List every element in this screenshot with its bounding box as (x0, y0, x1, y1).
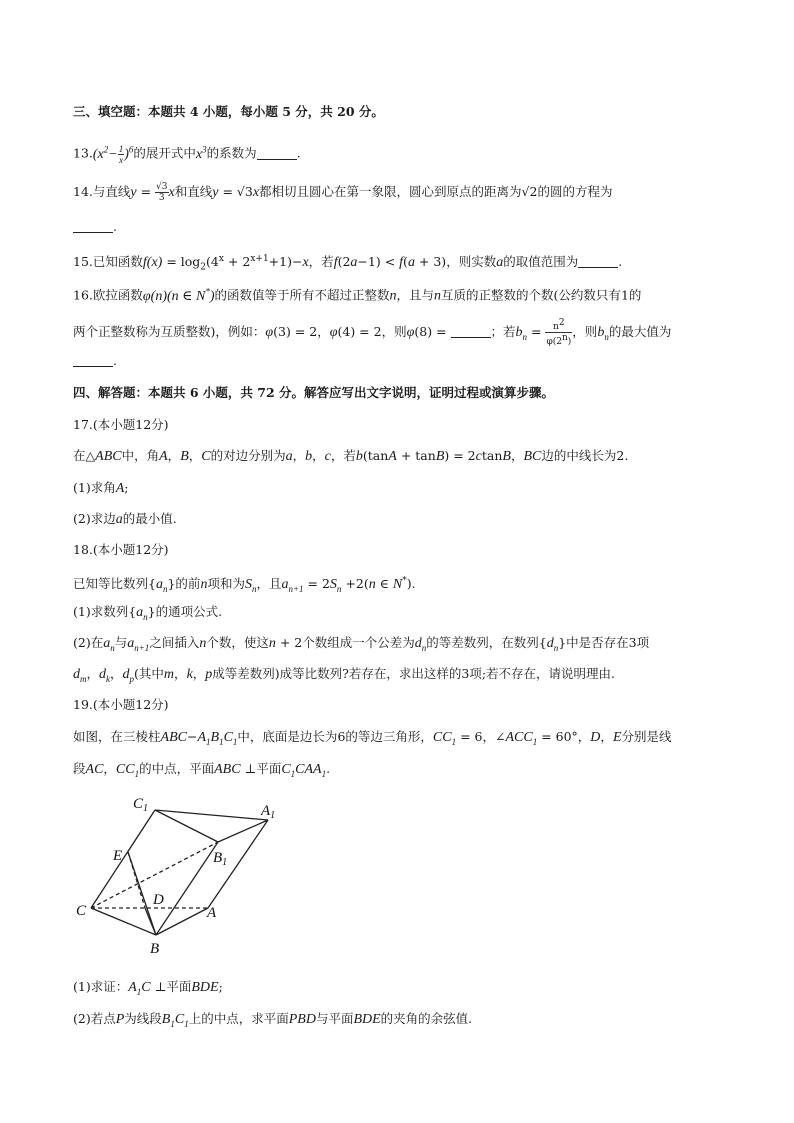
answer-blank (73, 220, 113, 233)
label-a1: $A_1$ (261, 803, 276, 821)
q19-part-1: (1)求证：$A_1C$ ⊥平面BDE; (73, 979, 223, 997)
q17-part-1: (1)求角A; (73, 480, 129, 496)
edge-b1-b (156, 842, 218, 935)
label-a: A (207, 905, 217, 921)
section-3-heading: 三、填空题：本题共 4 小题，每小题 5 分，共 20 分。 (73, 104, 384, 119)
question-14-blank-line: . (73, 218, 117, 236)
question-13: $13.(x^2-$ $\frac{1}{x}$ )$^6$的展开式中$x^3$的系数为 . (73, 143, 301, 165)
q13-number: 13. (73, 145, 93, 161)
q19-title: 19.(本小题12分) (73, 697, 169, 712)
answer-blank (578, 255, 618, 268)
label-e: E (113, 848, 123, 864)
section-4-heading: 四、解答题：本题共 6 小题，共 72 分。解答应写出文字说明，证明过程或演算步骤。 (73, 385, 555, 400)
label-d: D (153, 892, 164, 908)
q19-stem-1: 如图，在三棱柱$ABC-A_1B_1C_1$中，底面是边长为6的等边三角形，$CC_1 = 6$，$\angle ACC_1 = 60^\circ$，D，E分别是线 (73, 729, 672, 747)
q17-part-2: (2)求边a的最小值. (73, 511, 177, 527)
edge-b-a (156, 908, 208, 935)
q18-stem: 已知等比数列$\{a_n\}$的前n项和为$S_n$，且$a_{n+1} = 2S_n +2(n$ ∈ N*). (73, 576, 416, 594)
q18-part-1: (1)求数列$\{a_n\}$的通项公式. (73, 604, 223, 622)
q17-title: 17.(本小题12分) (73, 417, 169, 432)
q18-part-2: (2)在$a_n$与$a_{n+1}$之间插入n个数，使这n + 2个数组成一个公差为$d_n$的等差数列，在数列$\{d_n\}$中是否存在3项 (73, 635, 650, 653)
answer-blank (451, 325, 491, 338)
answer-blank (257, 147, 297, 160)
edge-e-b (128, 852, 156, 935)
prism-figure (73, 790, 276, 960)
question-15: 15.已知函数$f(x) = \log_2(4^x + 2^{x+1}+1)-x$，若f(2a−1) < f(a + 3)，则实数a的取值范围为 . (73, 254, 623, 273)
edge-e-d (128, 852, 145, 908)
q18-title: 18.(本小题12分) (73, 542, 169, 557)
answer-blank (73, 354, 113, 367)
label-c: C (76, 903, 87, 919)
label-c1: $C_1$ (133, 796, 149, 814)
label-b: B (150, 941, 160, 957)
question-14: 14.与直线y = $\frac{√3}{3}$ x和直线y = √3x都相切且圆心在第一象限，圆心到原点的距离为√2的圆的方程为 (73, 182, 613, 203)
label-b1: $B_1$ (213, 850, 228, 868)
question-16-blank-line: . (73, 352, 117, 370)
q19-stem-2: 段AC，$CC_1$的中点，平面ABC ⊥平面$C_1CAA_1$. (73, 761, 331, 779)
q18-part-2-cont: $d_m$，$d_k$，$d_p$(其中m，k，p成等差数列)成等比数列?若存在，求出这样的3项;若不存在，请说明理由. (73, 666, 616, 684)
q19-part-2: (2)若点P为线段$B_1C_1$上的中点，求平面PBD与平面BDE的夹角的余弦值. (73, 1011, 473, 1029)
question-16-line-2: 两个正整数称为互质整数)，例如：φ(3) = 2，φ(4) = 2，则φ(8) = ；若$b_n$ = $\frac{n^2}{\varphi(2^n)}$ ，则$b_n$的最大值为 (73, 318, 672, 347)
question-16-line-1: 16.欧拉函数φ(n)(n ∈ N*)的函数值等于所有不超过正整数n，且与n互质的正整数的个数(公约数只有1的 (73, 286, 642, 304)
edge-c1-c (91, 810, 155, 908)
q17-stem: 在△ABC中，角A，B，C的对边分别为a，b，c，若b(tanA + tanB) = 2ctanB，BC边的中线长为2. (73, 448, 629, 464)
